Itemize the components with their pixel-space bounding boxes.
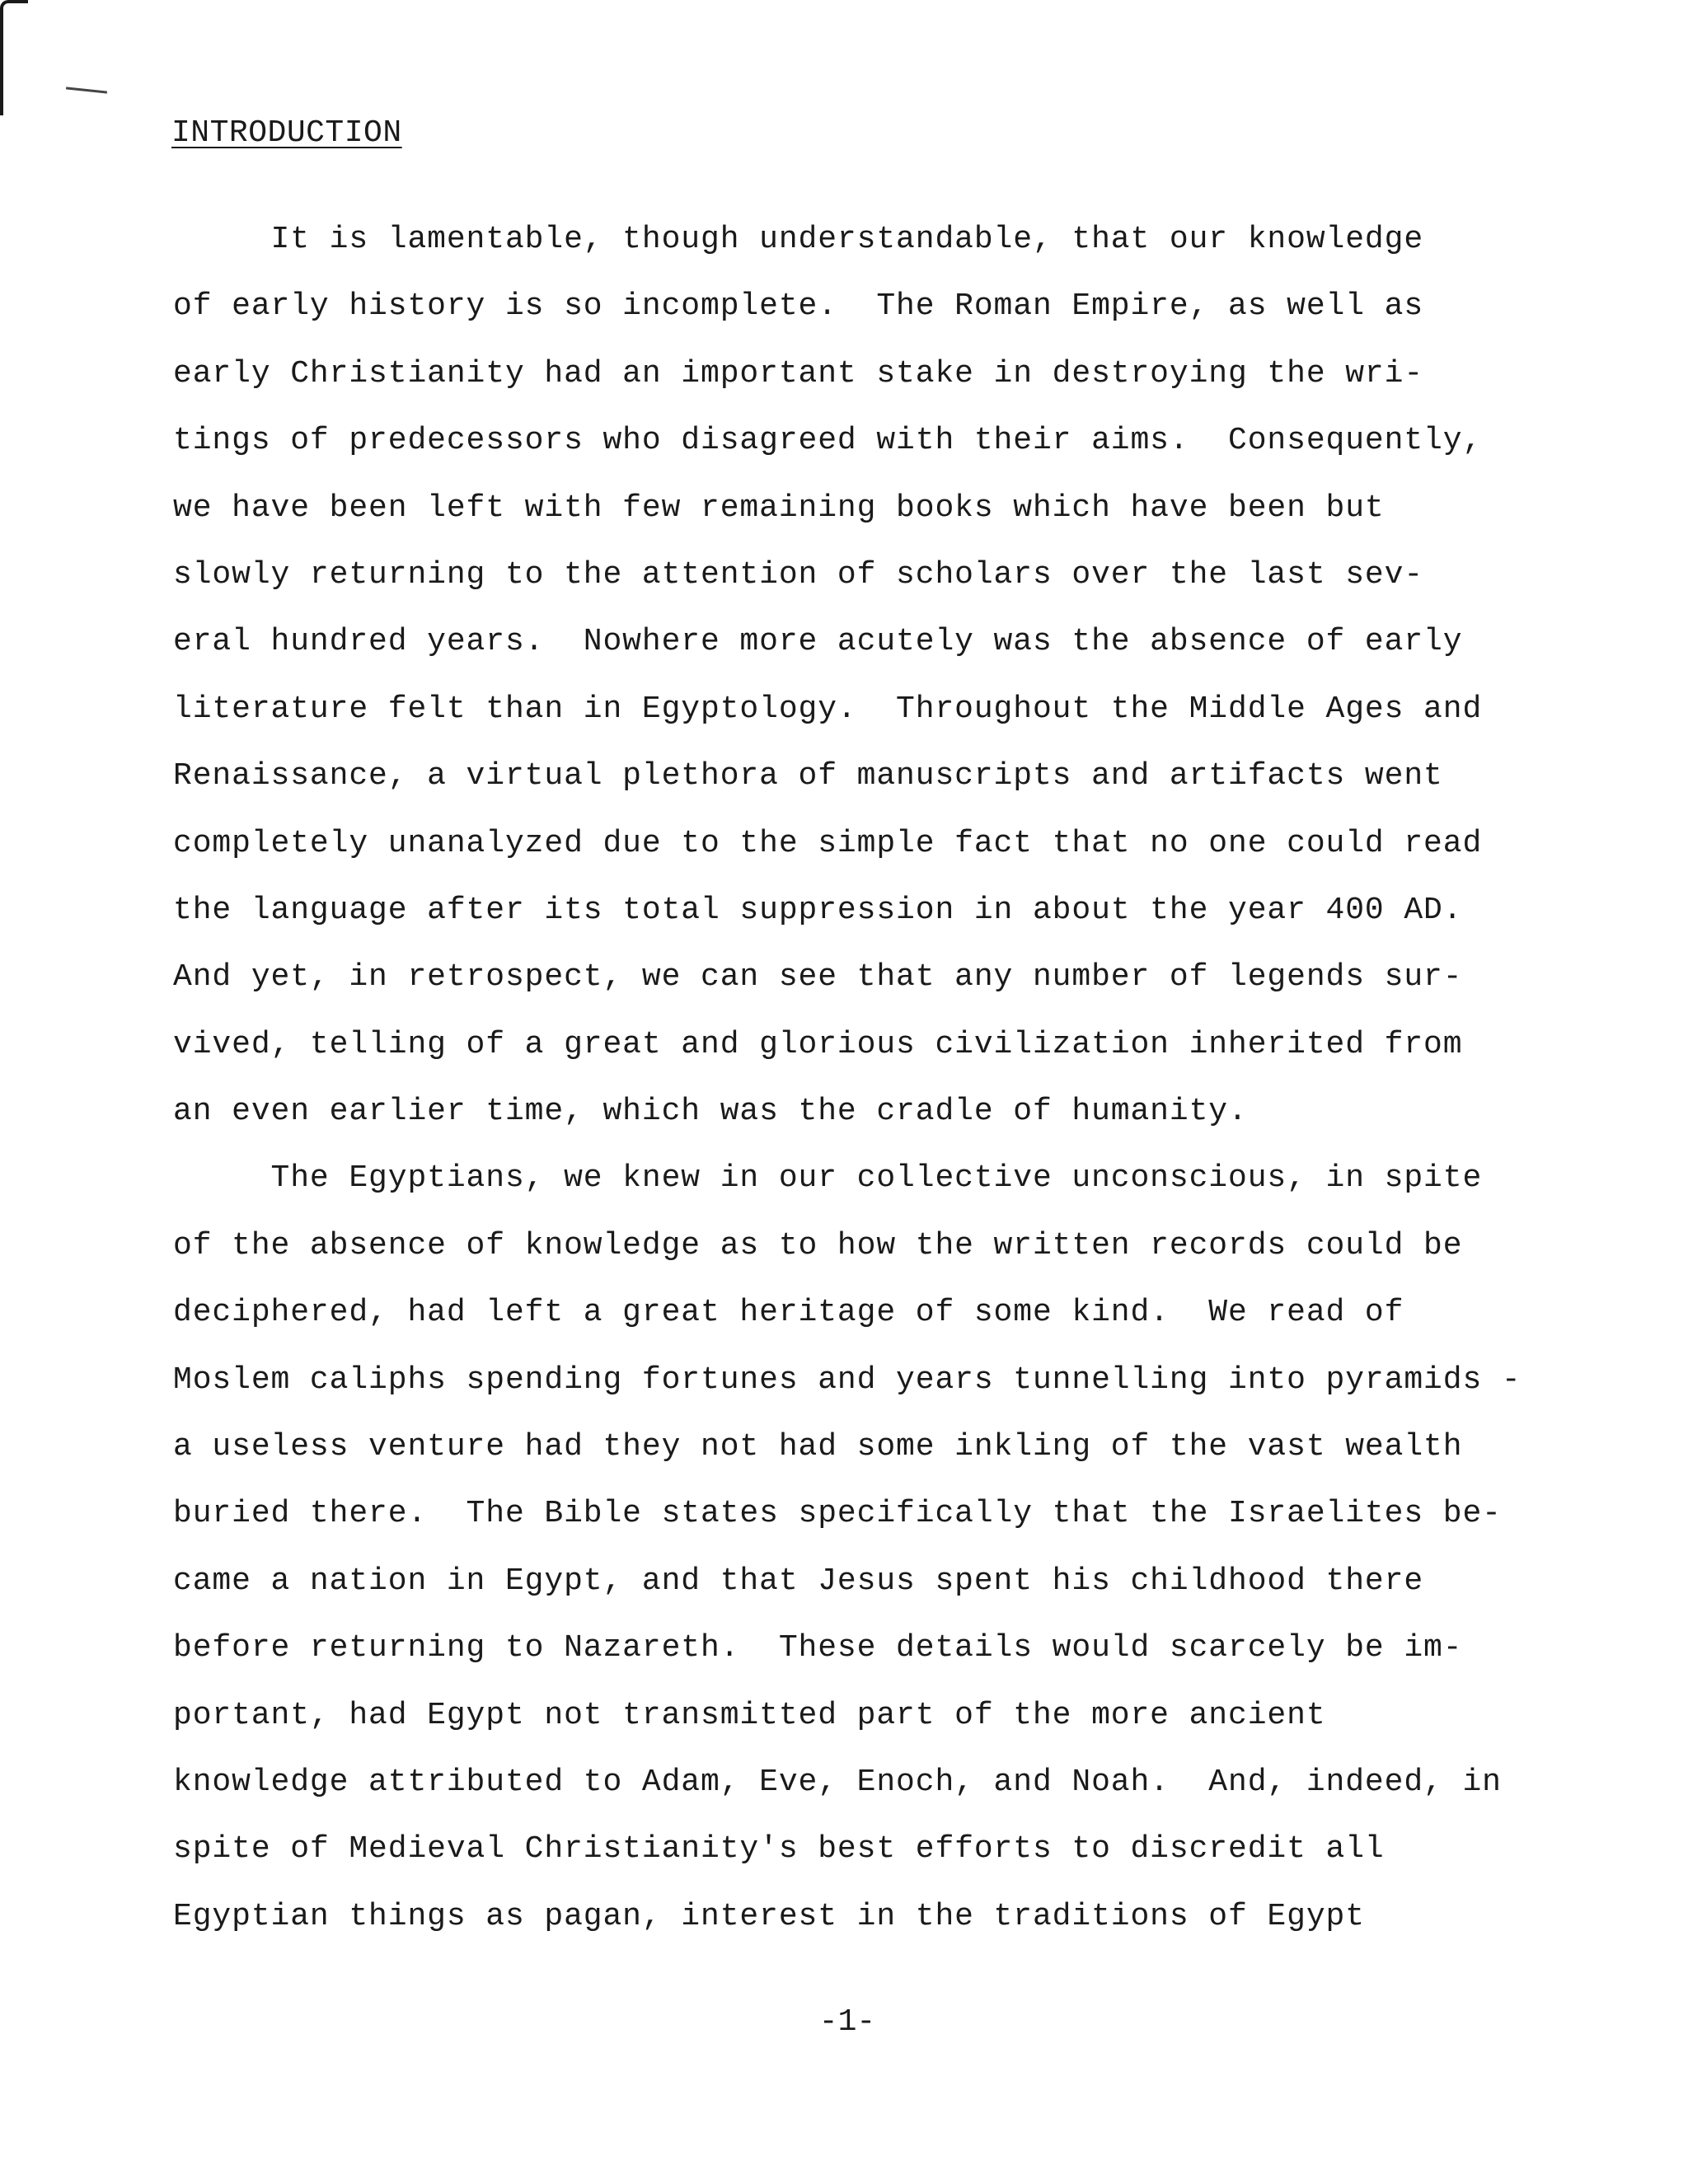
- text-line: buried there. The Bible states specifically that the Israelites be-: [173, 1496, 1502, 1532]
- text-line: vived, telling of a great and glorious civilization inherited from: [173, 1026, 1463, 1062]
- text-line: And yet, in retrospect, we can see that any number of legends sur-: [173, 959, 1463, 996]
- scan-corner-mark: [0, 0, 28, 115]
- text-line: a useless venture had they not had some inkling of the vast wealth: [173, 1429, 1463, 1465]
- text-line: literature felt than in Egyptology. Throughout the Middle Ages and: [173, 691, 1483, 727]
- text-line: of the absence of knowledge as to how the written records could be: [173, 1227, 1463, 1263]
- text-line: spite of Medieval Christianity's best efforts to discredit all: [173, 1831, 1385, 1868]
- text-line: deciphered, had left a great heritage of some kind. We read of: [173, 1295, 1404, 1331]
- text-line: the language after its total suppression in about the year 400 AD.: [173, 892, 1463, 928]
- text-line: The Egyptians, we knew in our collective unconscious, in spite: [173, 1160, 1483, 1197]
- text-line: slowly returning to the attention of scholars over the last sev-: [173, 556, 1424, 593]
- text-line: portant, had Egypt not transmitted part of the more ancient: [173, 1697, 1326, 1733]
- text-line: before returning to Nazareth. These details would scarcely be im-: [173, 1630, 1463, 1666]
- page-number: -1-: [818, 2004, 876, 2040]
- text-line: early Christianity had an important stake in destroying the wri-: [173, 355, 1424, 391]
- section-heading: INTRODUCTION: [171, 115, 402, 151]
- text-line: eral hundred years. Nowhere more acutely was the absence of early: [173, 624, 1463, 660]
- text-line: Moslem caliphs spending fortunes and years tunnelling into pyramids -: [173, 1361, 1522, 1398]
- text-line: knowledge attributed to Adam, Eve, Enoch, and Noah. And, indeed, in: [173, 1764, 1502, 1800]
- text-line: we have been left with few remaining books which have been but: [173, 490, 1385, 526]
- text-line: Renaissance, a virtual plethora of manuscripts and artifacts went: [173, 758, 1443, 794]
- body-text: [173, 206, 1558, 1950]
- text-line: came a nation in Egypt, and that Jesus spent his childhood there: [173, 1563, 1424, 1599]
- text-line: It is lamentable, though understandable, that our knowledge: [173, 222, 1424, 257]
- text-line: tings of predecessors who disagreed with their aims. Consequently,: [173, 423, 1483, 459]
- text-line: an even earlier time, which was the cradle of humanity.: [173, 1094, 1248, 1130]
- text-line: of early history is so incomplete. The Roman Empire, as well as: [173, 288, 1424, 325]
- scan-artifact-mark: [66, 87, 107, 93]
- text-line: completely unanalyzed due to the simple fact that no one could read: [173, 825, 1483, 861]
- text-line: Egyptian things as pagan, interest in the traditions of Egypt: [173, 1898, 1365, 1934]
